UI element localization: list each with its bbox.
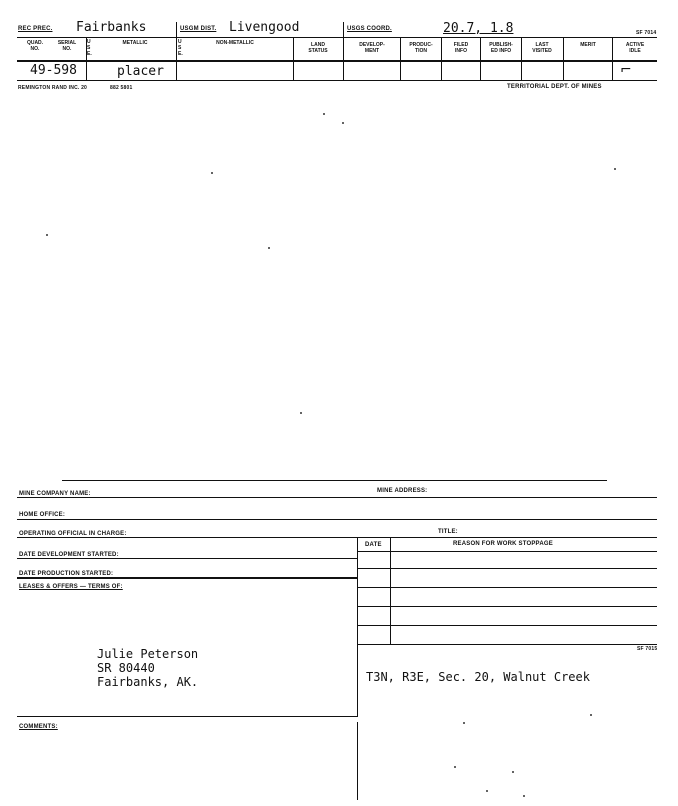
usgs-coord-value: 20.7, 1.8 xyxy=(443,21,514,36)
divider xyxy=(17,519,657,520)
divider xyxy=(612,37,613,80)
divider xyxy=(441,37,442,80)
filed-info-label: FILED INFO xyxy=(453,42,469,54)
divider xyxy=(357,722,358,800)
mine-address-label: MINE ADDRESS: xyxy=(377,488,428,494)
date-production-label: DATE PRODUCTION STARTED: xyxy=(19,571,114,577)
card-footer-codes: 882 5801 xyxy=(110,85,133,91)
divider xyxy=(390,537,391,644)
divider xyxy=(521,37,522,80)
divider xyxy=(357,644,657,645)
divider xyxy=(357,625,657,626)
leases-label: LEASES & OFFERS — TERMS OF: xyxy=(19,584,123,590)
card-footer-right: TERRITORIAL DEPT. OF MINES xyxy=(507,84,602,90)
divider xyxy=(563,37,564,80)
use-letters-metallic: U S E. xyxy=(87,39,92,57)
divider xyxy=(357,587,657,588)
divider xyxy=(480,37,481,80)
speck xyxy=(342,122,344,124)
operating-official-label: OPERATING OFFICIAL IN CHARGE: xyxy=(19,531,127,537)
form-code-bottom: SF 7015 xyxy=(637,646,658,652)
date-development-label: DATE DEVELOPMENT STARTED: xyxy=(19,552,119,558)
metallic-value: placer xyxy=(117,64,164,79)
divider xyxy=(17,60,657,62)
divider xyxy=(357,537,358,717)
record-number: 49-598 xyxy=(30,63,77,78)
divider xyxy=(62,480,607,481)
divider xyxy=(17,537,657,538)
speck xyxy=(300,412,302,414)
rec-prec-value: Fairbanks xyxy=(76,20,147,35)
production-label: PRODUC- TION xyxy=(409,42,433,54)
active-idle-label: ACTIVE IDLE xyxy=(625,42,645,54)
use-letters-nonmetallic: U S E. xyxy=(178,39,183,57)
address-line-2: SR 80440 xyxy=(97,661,155,675)
nonmetallic-label: NON-METALLIC xyxy=(216,40,254,46)
speck xyxy=(463,722,465,724)
title-label: TITLE: xyxy=(438,529,458,535)
divider xyxy=(357,606,657,607)
mine-company-label: MINE COMPANY NAME: xyxy=(19,491,91,497)
divider xyxy=(357,551,657,552)
speck xyxy=(486,790,488,792)
divider xyxy=(17,558,357,559)
quad-label: QUAD. NO. xyxy=(26,40,44,52)
speck xyxy=(523,795,525,797)
divider xyxy=(17,37,657,38)
divider xyxy=(17,577,357,579)
home-office-label: HOME OFFICE: xyxy=(19,512,66,518)
speck xyxy=(512,771,514,773)
speck xyxy=(268,247,270,249)
published-info-label: PUBLISH- ED INFO xyxy=(489,42,513,54)
development-label: DEVELOP- MENT xyxy=(359,42,385,54)
serial-label: SERIAL NO. xyxy=(57,40,77,52)
divider xyxy=(176,22,177,80)
form-code: SF 7014 xyxy=(636,30,657,36)
date-col-label: DATE xyxy=(365,542,382,548)
merit-label: MERIT xyxy=(580,42,596,48)
usgm-dist-value: Livengood xyxy=(229,20,300,35)
speck xyxy=(323,113,325,115)
address-line-3: Fairbanks, AK. xyxy=(97,675,199,689)
land-status-label: LAND STATUS xyxy=(308,42,328,54)
divider xyxy=(357,568,657,569)
divider xyxy=(17,80,657,81)
divider xyxy=(17,497,657,498)
rec-prec-label: REC PREC. xyxy=(18,26,53,32)
divider xyxy=(400,37,401,80)
last-visited-label: LAST VISITED xyxy=(532,42,552,54)
divider xyxy=(293,37,294,80)
divider xyxy=(343,22,344,80)
usgm-dist-label: USGM DIST. xyxy=(180,26,217,32)
reason-col-label: REASON FOR WORK STOPPAGE xyxy=(453,541,553,547)
speck xyxy=(454,766,456,768)
comments-label: COMMENTS: xyxy=(19,724,58,730)
speck xyxy=(46,234,48,236)
location-text: T3N, R3E, Sec. 20, Walnut Creek xyxy=(366,670,590,684)
speck xyxy=(614,168,616,170)
speck xyxy=(211,172,213,174)
card-footer-left: REMINGTON RAND INC. 20 xyxy=(18,85,88,91)
metallic-label: METALLIC xyxy=(122,40,148,46)
address-line-1: Julie Peterson xyxy=(97,647,199,661)
divider xyxy=(17,716,357,717)
active-mark-icon: ⌐ xyxy=(620,62,632,78)
speck xyxy=(590,714,592,716)
usgs-coord-label: USGS COORD. xyxy=(347,26,392,32)
